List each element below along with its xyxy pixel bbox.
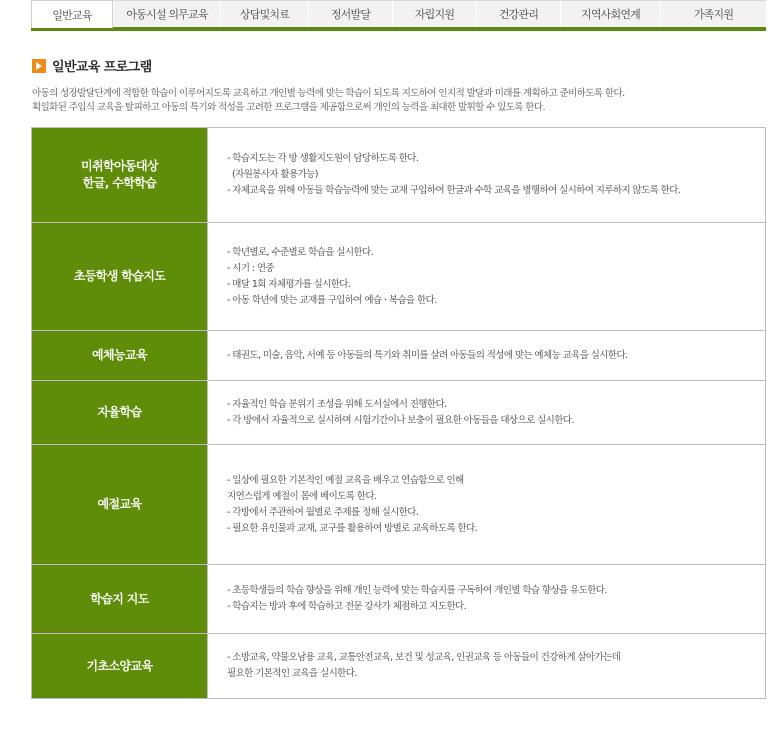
table-row [32,331,766,381]
program-name: 예절교육 [32,445,208,565]
table-row [32,445,766,565]
program-description: - 자율적인 학습 분위기 조성을 위해 도서실에서 진행한다. - 각 방에서 자율적으로 실시하며 시험기간이나 보충이 필요한 아동들을 대상으로 실시한다. [208,381,766,445]
section-title: 일반교육 프로그램 [52,60,152,75]
table-row [32,223,766,331]
tab-independence-support[interactable]: 자립지원 [392,0,476,27]
program-name: 자율학습 [32,381,208,445]
tab-bar [31,0,766,31]
program-name: 미취학아동대상 한글, 수학학습 [32,128,208,223]
program-table [31,127,766,699]
program-description: - 일상에 필요한 기본적인 예절 교육을 배우고 연습함으로 인해 지연스럽게 예절이 몸에 베이도록 한다. - 각방에서 주관하여 월별로 주제를 정해 실시한다. - 필요한 유인물과 교재, 교구를 활용하여 방별로 교육하도록 한다. [208,445,766,565]
table-row [32,381,766,445]
intro-line: 획일화된 주입식 교육을 탈피하고 아동의 특기와 적성을 고려한 프로그램을 제공함으로써 개인의 능력을 최대한 발휘할 수 있도록 한다. [32,102,545,113]
program-name: 초등학생 학습지도 [32,223,208,331]
program-name: 학습지 지도 [32,565,208,634]
tab-counseling-therapy[interactable]: 상담및치료 [220,0,308,27]
program-description: - 초등학생들의 학습 향상을 위해 개인 능력에 맞는 학습지를 구독하여 개인별 학습 향상을 유도한다. - 학습지는 방과 후에 학습하고 전문 강사가 체점하고 지도한다. [208,565,766,634]
tab-emotional-development[interactable]: 정서발달 [308,0,392,27]
tab-facility-mandatory-education[interactable]: 아동시설 의무교육 [113,0,220,27]
tab-community-link[interactable]: 지역사회연계 [560,0,660,27]
tab-health-care[interactable]: 건강관리 [476,0,560,27]
table-row [32,634,766,699]
tab-general-education[interactable]: 일반교육 [31,0,113,28]
tab-family-support[interactable]: 가족지원 [660,0,766,27]
table-row [32,565,766,634]
intro-text [32,87,767,115]
program-description: - 소방교육, 약물오남용 교육, 교통안전교육, 보건 및 성교육, 인권교육 등 아동들이 건강하게 살아가는데 필요한 기본적인 교육을 실시한다. [208,634,766,699]
intro-line: 아동의 성장발달단계에 적합한 학습이 이루어지도록 교육하고 개인별 능력에 맞는 학습이 되도록 지도하여 인지적 발달과 미래를 계획하고 준비하도록 한다. [32,88,625,99]
program-name: 예체능교육 [32,331,208,381]
arrow-icon [32,59,46,73]
program-name: 기초소양교육 [32,634,208,699]
section-heading [32,56,152,75]
program-description: - 학년별로, 수준별로 학습을 실시한다. - 시기 : 연중 - 매달 1회 자체평가를 실시한다. - 아동 학년에 맞는 교재를 구입하여 예습 · 복습을 한다. [208,223,766,331]
program-description: - 태권도, 미술, 음악, 서예 등 아동들의 특기와 취미를 살려 아동들의 적성에 맞는 예체능 교육을 실시한다. [208,331,766,381]
program-description: - 학습지도는 각 방 생활지도원이 담당하도록 한다. (자원봉사자 활용가능) - 자체교육을 위해 아동들 학습능력에 맞는 교재 구입하여 한글과 수학 교육을 병행하여 실시하여 지루하지 않도록 한다. [208,128,766,223]
table-row [32,128,766,223]
